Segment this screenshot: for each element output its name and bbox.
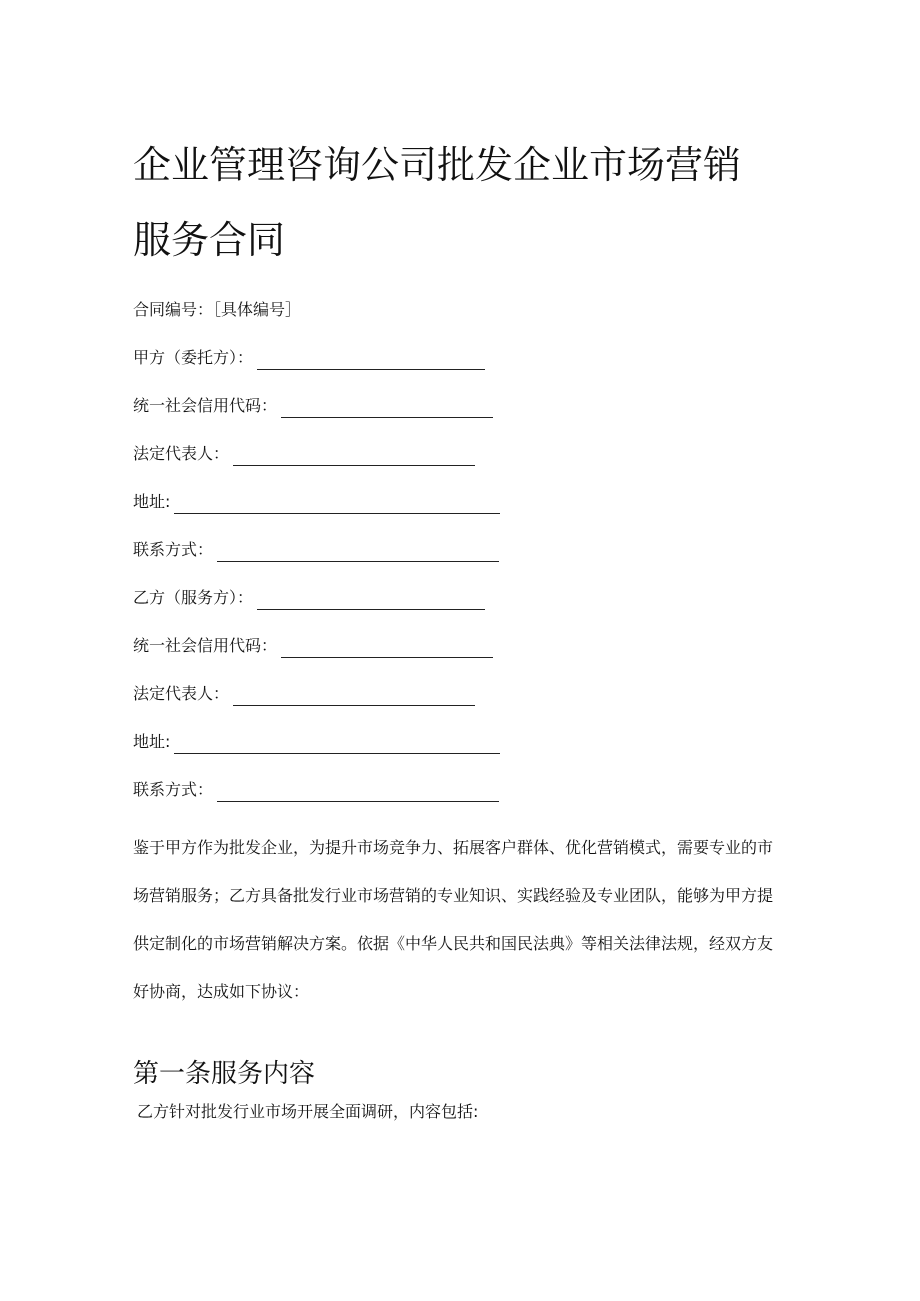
party-b-credit-code-field (133, 634, 493, 658)
party-a-contact-blank[interactable] (217, 543, 499, 562)
party-a-address-blank[interactable] (174, 495, 500, 514)
section-1-heading: 第一条服务内容 (133, 1059, 316, 1089)
contract-number-label: 合同编号：［具体编号］ (133, 300, 302, 319)
section-1-intro: 乙方针对批发行业市场开展全面调研，内容包括: (137, 1102, 479, 1121)
contract-number (133, 298, 301, 322)
party-a-contact-label: 联系方式： (133, 540, 214, 559)
party-b-credit-code-blank[interactable] (281, 639, 493, 658)
party-b-address-label: 地址: (133, 732, 171, 751)
party-a-credit-code-field (133, 394, 493, 418)
party-a-representative-field (133, 442, 475, 466)
party-a-credit-code-blank[interactable] (281, 399, 493, 418)
party-a-representative-blank[interactable] (233, 447, 475, 466)
party-a-contact-field (133, 538, 499, 562)
party-a-name-field (133, 346, 485, 370)
party-b-representative-label: 法定代表人： (133, 684, 230, 703)
party-a-name-blank[interactable] (257, 351, 485, 370)
party-b-label: 乙方（服务方）： (133, 588, 254, 607)
party-b-contact-field (133, 778, 499, 802)
party-b-address-blank[interactable] (174, 735, 500, 754)
party-b-contact-label: 联系方式： (133, 780, 214, 799)
party-b-representative-field (133, 682, 475, 706)
party-b-credit-code-label: 统一社会信用代码： (133, 636, 278, 655)
document-title: 企业管理咨询公司批发企业市场营销服务合同 (133, 143, 742, 262)
party-a-address-field (133, 490, 500, 514)
party-a-address-label: 地址: (133, 492, 171, 511)
party-a-label: 甲方（委托方）： (133, 348, 254, 367)
party-a-representative-label: 法定代表人： (133, 444, 230, 463)
party-b-address-field (133, 730, 500, 754)
party-b-name-blank[interactable] (257, 591, 485, 610)
party-b-name-field (133, 586, 485, 610)
party-b-contact-blank[interactable] (217, 783, 499, 802)
party-a-credit-code-label: 统一社会信用代码： (133, 396, 278, 415)
party-b-representative-blank[interactable] (233, 687, 475, 706)
preamble-paragraph: 鉴于甲方作为批发企业，为提升市场竞争力、拓展客户群体、优化营销模式，需要专业的市场营销服务；乙方具备批发行业市场营销的专业知识、实践经验及专业团队，能够为甲方提供定制化的市场营销解决方案。依据《中华人民共和国民法典》等相关法律法规，经双方友好协商，达成如下协议： (133, 838, 774, 1001)
